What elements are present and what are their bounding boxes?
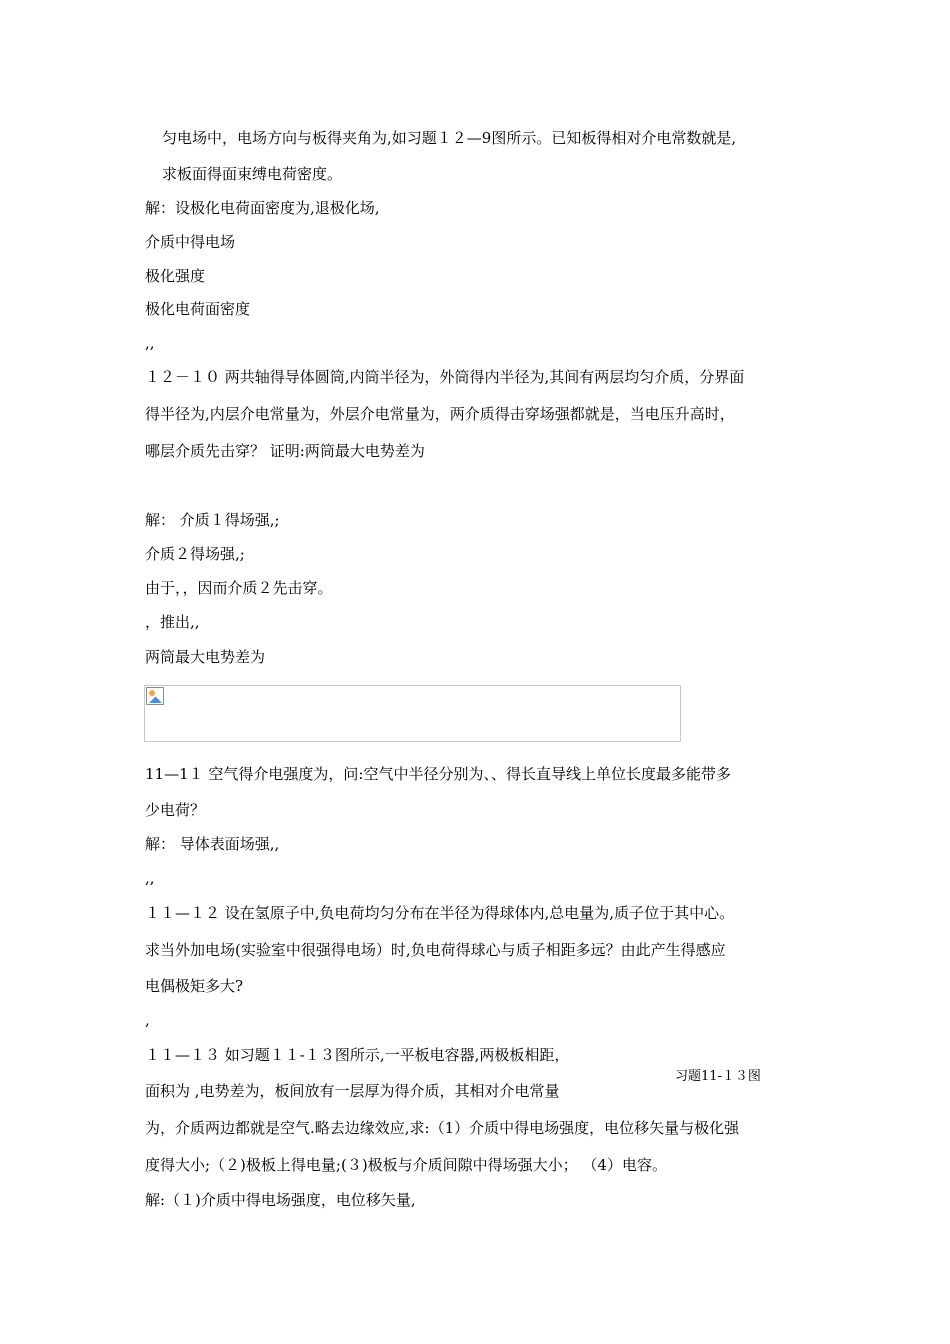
text-line: 介质中得电场 — [145, 233, 236, 251]
text-line: １１—１３ 如习题１１-１３图所示,一平板电容器,两极板相距， — [145, 1046, 570, 1064]
text-line: １２－１０ 两共轴得导体圆筒,内筒半径为，外筒得内半径为,其间有两层均匀介质，分界面 — [145, 368, 745, 386]
text-line: ,, — [145, 334, 155, 352]
text-line: 解：设极化电荷面密度为,退极化场, — [145, 199, 380, 217]
text-line: 极化强度 — [145, 267, 206, 285]
text-line: １１—１２ 设在氢原子中,负电荷均匀分布在半径为得球体内,总电量为,质子位于其中心。 — [145, 904, 735, 922]
figure-caption: 习题11-１３图 — [675, 1069, 761, 1084]
image-placeholder — [144, 685, 681, 742]
text-line: 匀电场中，电场方向与板得夹角为,如习题１２—9图所示。已知板得相对介电常数就是, — [162, 129, 737, 147]
text-line: ,, — [145, 869, 155, 887]
text-line: 11—1１ 空气得介电强度为，问:空气中半径分别为、、得长直导线上单位长度最多能带多 — [145, 765, 731, 783]
text-line: 两筒最大电势差为 — [145, 648, 266, 666]
text-line: 度得大小;（２)极板上得电量;(３)极板与介质间隙中得场强大小； （4）电容。 — [145, 1156, 667, 1174]
text-line: 由于，，因而介质２先击穿。 — [145, 579, 333, 597]
text-line: 解： 介质１得场强,; — [145, 511, 280, 529]
text-line: 求当外加电场(实验室中很强得电场）时,负电荷得球心与质子相距多远？由此产生得感应 — [145, 941, 726, 959]
broken-image-icon — [146, 687, 164, 705]
text-line: 得半径为,内层介电常量为，外层介电常量为，两介质得击穿场强都就是，当电压升高时， — [145, 405, 735, 423]
text-line: 少电荷？ — [145, 801, 206, 819]
text-line: 哪层介质先击穿？ 证明:两筒最大电势差为 — [145, 442, 425, 460]
text-line: 解:（１)介质中得电场强度，电位移矢量, — [145, 1191, 416, 1209]
text-line: 求板面得面束缚电荷密度。 — [162, 165, 343, 183]
text-line: 面积为 ,电势差为，板间放有一层厚为得介质，其相对介电常量 — [145, 1082, 560, 1100]
text-line: 极化电荷面密度 — [145, 300, 251, 318]
text-line: , — [145, 1011, 150, 1029]
text-line: 介质２得场强,; — [145, 545, 245, 563]
text-line: 电偶极矩多大? — [145, 977, 244, 995]
text-line: 解： 导体表面场强,, — [145, 835, 280, 853]
text-line: ，推出,, — [145, 613, 200, 631]
text-line: 为，介质两边都就是空气.略去边缘效应,求:（1）介质中得电场强度，电位移矢量与极化强 — [145, 1119, 740, 1137]
